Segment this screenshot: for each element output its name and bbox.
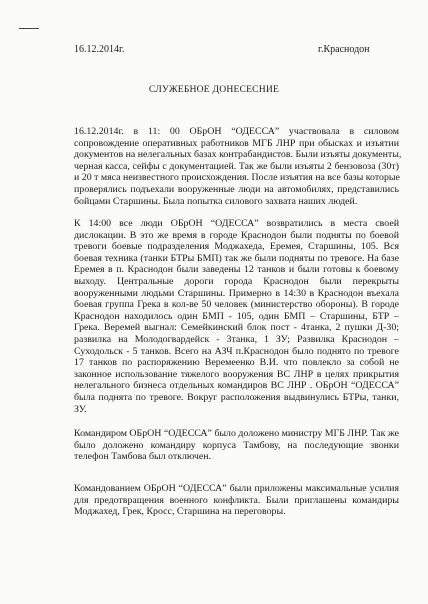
text-line: тревоги боевые подразделения Моджахеда, Еремея, Старшины, 105. Вся xyxy=(74,241,399,253)
text-line: бойцами Старшины. Была попытка силового захвата наших людей. xyxy=(74,195,358,207)
text-line: было доложено командиру корпуса Тамбову, на последующие звонки xyxy=(74,439,399,451)
paragraph-2 xyxy=(74,218,399,415)
paragraph-1 xyxy=(74,126,402,207)
text-line: телефон Тамбова был отключен. xyxy=(74,451,211,463)
paragraph-3 xyxy=(74,428,399,463)
document-city: г.Краснодон xyxy=(318,44,370,55)
text-line: Командиром ОБрОН “ОДЕССА” было доложено министру МГБ ЛНР. Так же xyxy=(74,428,399,439)
text-line: Моджахед, Грек, Кросс, Старшина на переговоры. xyxy=(74,506,286,518)
paragraph-4 xyxy=(74,483,399,518)
text-line: Еремея в п. Краснодон были заведены 12 танков и были готовы к боевому xyxy=(74,264,399,276)
text-line: и 20 т мяса неизвестного происхождения. После изъятия на все базы которые xyxy=(74,172,400,184)
text-line: Грека. Веремей выгнал: Семейкинский блок пост - 4танка, 2 пушки Д-30; xyxy=(74,322,399,334)
text-line: сопровождение оперативных работников МГБ ЛНР при обысках и изъятии xyxy=(74,137,399,149)
text-line: Суходольск - 5 танков. Всего на АЗЧ п.Краснодон было поднято по тревоге xyxy=(74,345,399,357)
text-line: 17 танков по распоряжению Веремеенко В.И. что повлекло за собой не xyxy=(74,357,399,369)
text-line: Командованием ОБрОН “ОДЕССА” были приложены максимальные усилия xyxy=(74,483,399,494)
text-line: К 14:00 все люди ОБрОН “ОДЕССА” возвратились в места своей xyxy=(74,218,399,229)
document-title: СЛУЖЕБНОЕ ДОНЕСЕСНИЕ xyxy=(148,84,280,95)
text-line: была поднята по тревоге. Вокруг расположения выдвинулись БТРы, танки, xyxy=(74,391,399,403)
text-line: законное использование тяжелого вооружения ВС ЛНР в целях прикрытия xyxy=(74,368,399,380)
text-line: нелегального бизнеса отдельных командиров ВС ЛНР . ОБрОН “ОДЕССА” xyxy=(74,380,399,392)
document-date: 16.12.2014г. xyxy=(74,44,125,55)
text-line: для предотвращения военного конфликта. Были приглашены командиры xyxy=(74,494,399,506)
corner-mark xyxy=(19,28,39,29)
text-line: выходу. Центральные дороги города Краснодон были перекрыты xyxy=(74,275,399,287)
text-line: ЗУ. xyxy=(74,403,87,415)
text-line: проверялись подъехали вооруженные люди на автомобилях, представились xyxy=(74,183,399,195)
text-line: боевая техника (танки БТРы БМП) так же были подняты по тревоге. На базе xyxy=(74,252,399,264)
text-line: вооруженными людьми Старшины. Примерно в 14:30 в Краснодон въехала xyxy=(74,287,399,299)
text-line: Краснодон находилось один БМП - 105, один БМП – Старшины, БТР – xyxy=(74,310,399,322)
text-line: документов на нелегальных базах контрабандистов. Были изъяты документы, xyxy=(74,149,402,161)
text-line: боевая группа Грека в кол-ве 50 человек (министерство обороны). В городе xyxy=(74,299,399,311)
text-line: развилка на Молодогвардейск - 3танка, 1 ЗУ; Развилка Краснодон – xyxy=(74,333,399,345)
text-line: черная касса, сейфы с документацией. Так же были изъяты 2 бензовоза (30т) xyxy=(74,160,399,172)
text-line: 16.12.2014г. в 11: 00 ОБрОН “ОДЕССА” участвовала в силовом xyxy=(74,126,399,137)
text-line: дислокации. В это же время в городе Краснодон были подняты по боевой xyxy=(74,229,399,241)
